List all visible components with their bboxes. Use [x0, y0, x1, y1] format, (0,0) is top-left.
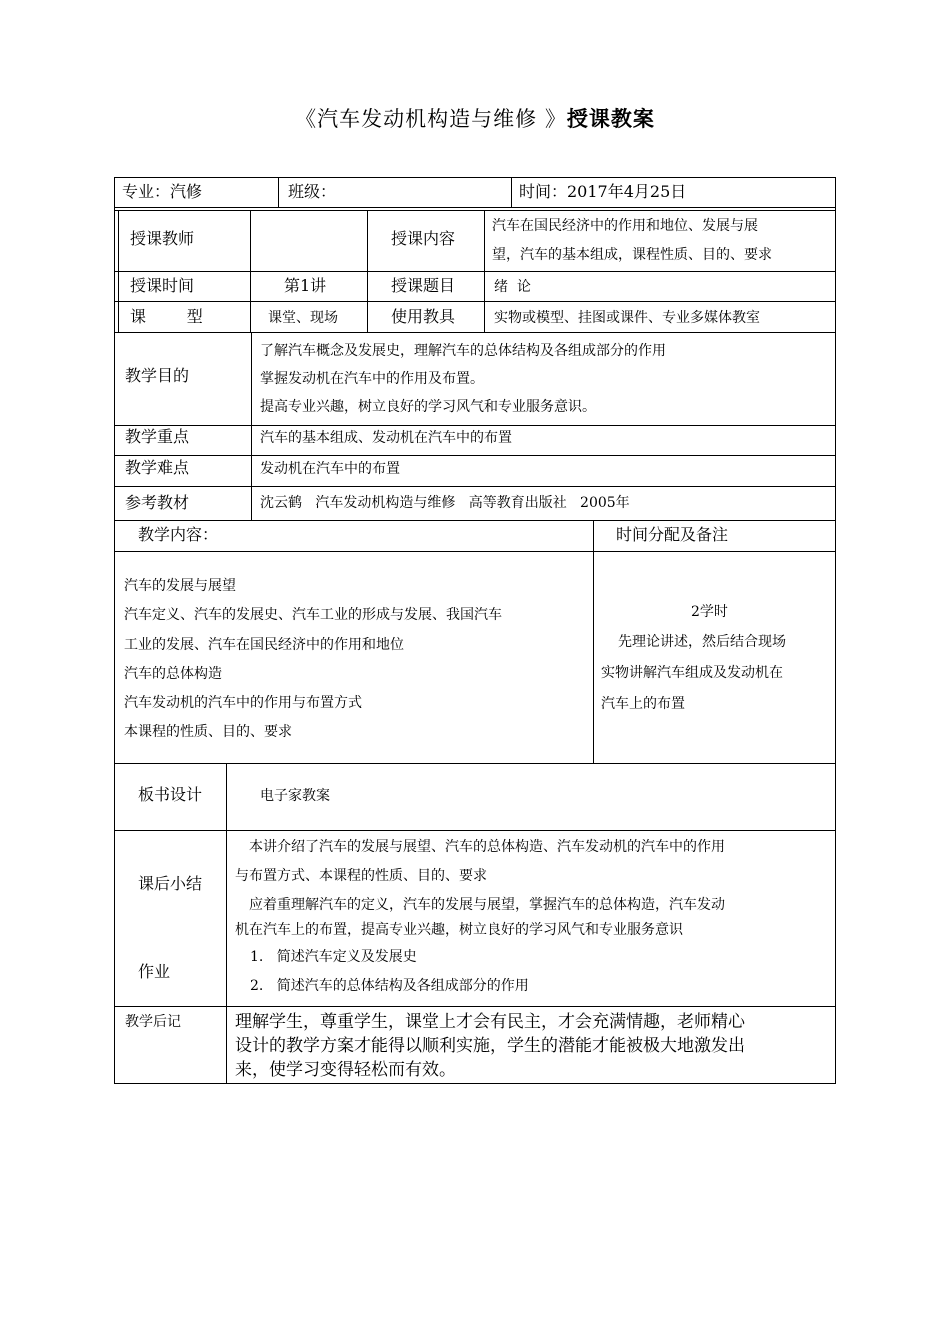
class-field: 班级：	[288, 182, 337, 201]
homework-label: 作业	[138, 962, 171, 981]
notes-heading: 时间分配及备注	[616, 525, 729, 544]
summary-label: 课后小结	[138, 874, 203, 893]
row-border	[114, 425, 836, 426]
teacher-label: 授课教师	[130, 229, 195, 248]
topic-label: 授课题目	[391, 276, 456, 295]
type-value: 课堂、现场	[268, 310, 338, 326]
content-line: 汽车的总体构造	[124, 665, 222, 682]
row-border	[114, 177, 836, 178]
objectives-value: 了解汽车概念及发展史，理解汽车的总体结构及各组成部分的作用 掌握发动机在汽车中的作用及布置。 提高专业兴趣，树立良好的学习风气和专业服务意识。	[260, 343, 666, 415]
content-line: 工业的发展、汽车在国民经济中的作用和地位	[124, 636, 404, 653]
row-border	[114, 763, 836, 764]
document-title	[0, 103, 950, 133]
content-line: 汽车的发展与展望	[124, 578, 236, 594]
key-points-value: 汽车的基本组成、发动机在汽车中的布置	[260, 430, 512, 446]
row-border	[114, 486, 836, 487]
col-border	[484, 210, 485, 332]
row-border	[114, 271, 836, 272]
session-value: 第1讲	[284, 276, 327, 295]
col-border	[226, 763, 227, 1007]
date-field: 时间：2017年4月25日	[519, 182, 687, 201]
col-border	[593, 520, 594, 763]
reference-value: 沈云鹤 汽车发动机构造与维修 高等教育出版社 2005年	[260, 495, 630, 511]
col-border	[367, 210, 368, 332]
notes-hours: 2学时	[691, 604, 728, 620]
objectives-label: 教学目的	[125, 366, 190, 385]
notes-body: 先理论讲述，然后结合现场 实物讲解汽车组成及发动机在 汽车上的布置	[601, 634, 786, 712]
row-border	[114, 210, 836, 211]
key-points-label: 教学重点	[125, 427, 190, 446]
major-field: 专业：汽修	[122, 182, 203, 201]
homework-item: 1. 简述汽车定义及发展史	[250, 949, 417, 965]
title-suffix: 授课教案	[566, 107, 655, 131]
topic-value: 绪 论	[494, 279, 531, 295]
row-border	[114, 207, 836, 208]
type-label: 课 型	[130, 307, 203, 326]
content-line: 本课程的性质、目的、要求	[124, 724, 292, 741]
content-line: 汽车发动机的汽车中的作用与布置方式	[124, 695, 362, 712]
homework-item: 2. 简述汽车的总体结构及各组成部分的作用	[250, 978, 529, 994]
lesson-plan-table	[114, 177, 836, 1084]
col-border	[835, 177, 836, 1084]
difficulties-label: 教学难点	[125, 458, 190, 477]
summary-body: 本讲介绍了汽车的发展与展望、汽车的总体构造、汽车发动机的汽车中的作用 与布置方式、本课程的性质、目的、要求 应着重理解汽车的定义，汽车的发展与展望，掌握汽车的总体构造，汽车发动	[235, 839, 725, 913]
board-label: 板书设计	[138, 785, 203, 804]
content-value: 汽车在国民经济中的作用和地位、发展与展 望，汽车的基本组成，课程性质、目的、要求	[492, 218, 772, 263]
row-border	[114, 1083, 836, 1084]
reference-label: 参考教材	[125, 493, 190, 512]
row-border	[114, 551, 836, 552]
content-line: 汽车定义、汽车的发展史、汽车工业的形成与发展、我国汽车	[124, 607, 502, 624]
difficulties-value: 发动机在汽车中的布置	[260, 461, 400, 477]
row-border	[114, 830, 836, 831]
row-border	[114, 332, 836, 333]
tools-label: 使用教具	[391, 307, 456, 326]
row-border	[114, 455, 836, 456]
col-border	[251, 332, 252, 520]
board-value: 电子家教案	[260, 788, 330, 804]
row-border	[114, 520, 836, 521]
col-border	[278, 177, 279, 208]
col-border	[226, 1006, 227, 1083]
col-border	[250, 210, 251, 332]
row-border	[114, 1006, 836, 1007]
row-border	[114, 301, 836, 302]
postscript-label: 教学后记	[125, 1014, 181, 1030]
summary-line: 机在汽车上的布置，提高专业兴趣，树立良好的学习风气和专业服务意识	[235, 922, 683, 938]
title-main: 《汽车发动机构造与维修 》	[295, 107, 567, 131]
postscript-body: 理解学生，尊重学生，课堂上才会有民主，才会充满情趣，老师精心 设计的教学方案才能得以顺利实施，学生的潜能才能被极大地激发出 来，使学习变得轻松而有效。	[235, 1012, 745, 1080]
tools-value: 实物或模型、挂图或课件、专业多媒体教室	[494, 310, 760, 326]
session-label: 授课时间	[130, 276, 195, 295]
col-border	[118, 210, 119, 332]
content-body	[124, 572, 502, 748]
content-label: 授课内容	[391, 229, 456, 248]
col-border	[511, 177, 512, 208]
content-heading: 教学内容：	[138, 525, 219, 544]
col-border	[114, 177, 115, 1084]
